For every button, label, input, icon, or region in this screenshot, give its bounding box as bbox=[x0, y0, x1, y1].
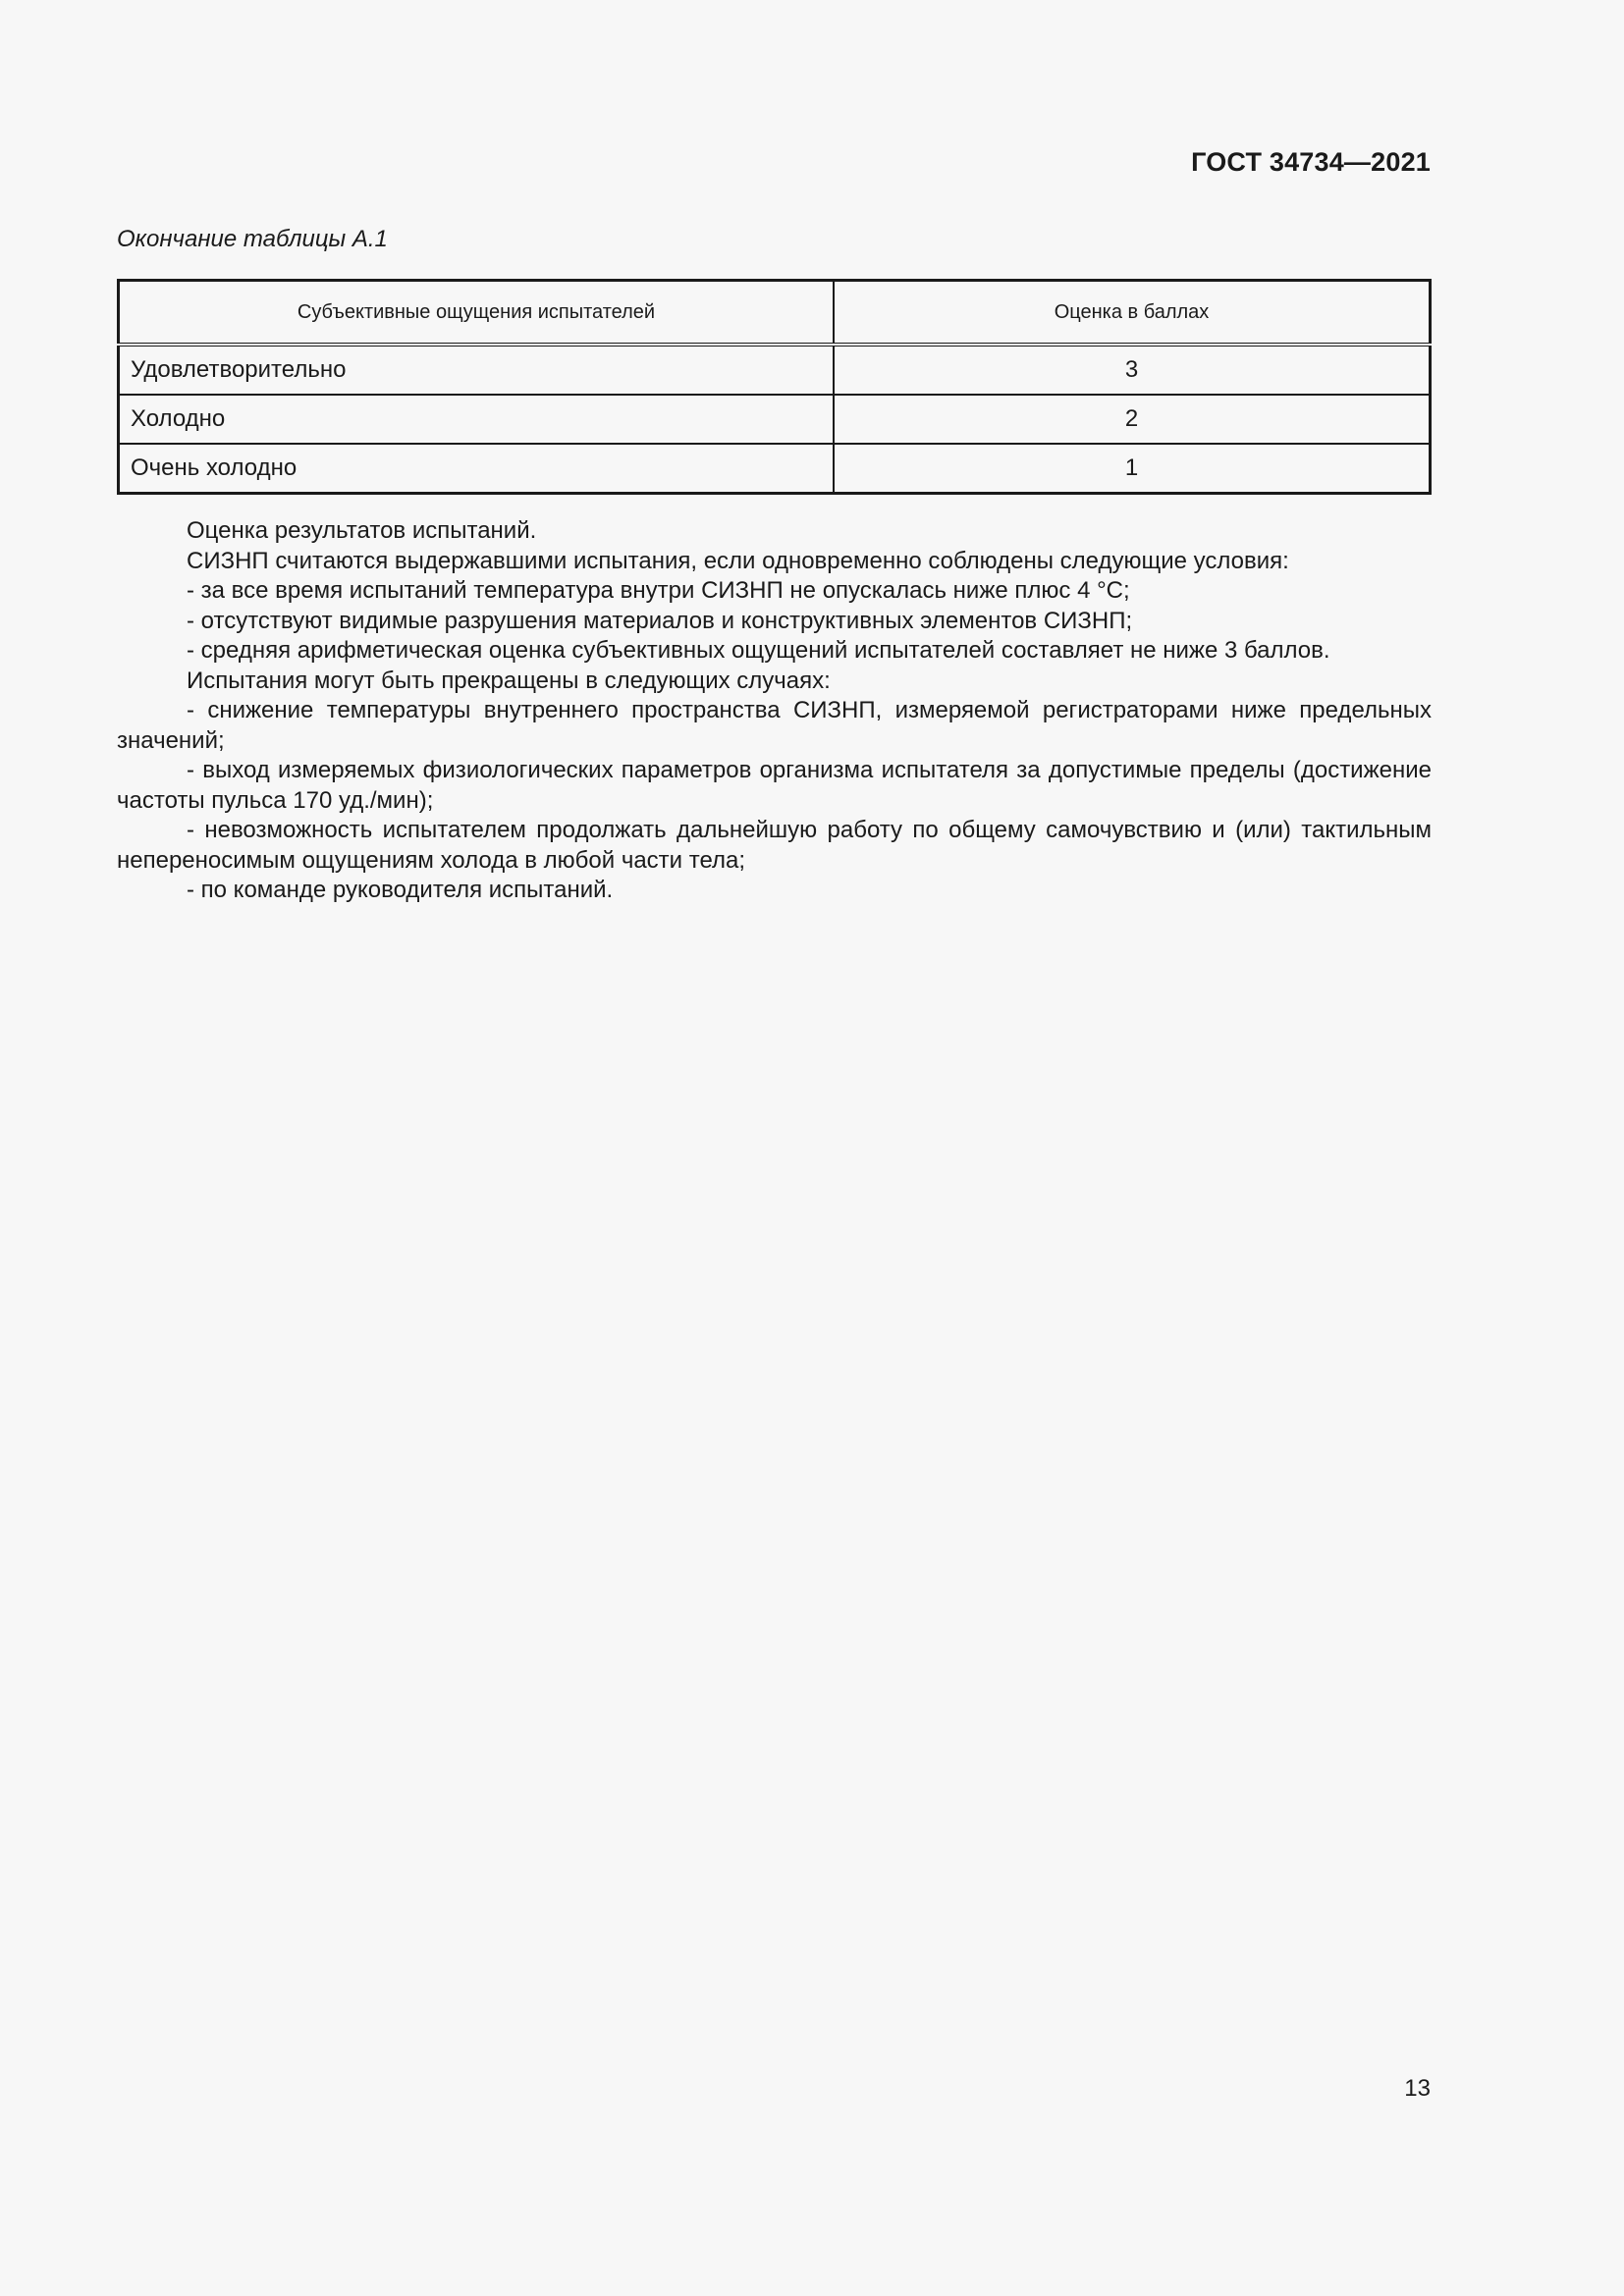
table-row bbox=[119, 395, 1431, 444]
score-cell: 2 bbox=[834, 395, 1431, 444]
column-header-sensation: Субъективные ощущения испытателей bbox=[119, 281, 835, 346]
table-row bbox=[119, 345, 1431, 395]
list-item: - по команде руководителя испытаний. bbox=[187, 877, 614, 903]
document-standard-number: ГОСТ 34734—2021 bbox=[1191, 147, 1431, 177]
score-cell: 1 bbox=[834, 444, 1431, 494]
paragraph: Испытания могут быть прекращены в следующих случаях: bbox=[187, 667, 831, 694]
paragraph: СИЗНП считаются выдержавшими испытания, если одновременно соблюдены следующие условия: bbox=[187, 547, 1289, 574]
sensation-cell: Очень холодно bbox=[119, 444, 835, 494]
list-item: - выход измеряемых физиологических параметров организма испытателя за допустимые пределы (достижение частоты пульса 170 уд./мин); bbox=[117, 757, 1432, 814]
list-item: - отсутствуют видимые разрушения материалов и конструктивных элементов СИЗНП; bbox=[187, 607, 1133, 634]
table-caption: Окончание таблицы А.1 bbox=[117, 226, 388, 252]
list-item: - невозможность испытателем продолжать дальнейшую работу по общему самочувствию и (или) тактильным непереносимым ощущениям холода в любой части тела; bbox=[117, 817, 1432, 874]
page-number: 13 bbox=[1404, 2075, 1431, 2102]
list-item: - за все время испытаний температура внутри СИЗНП не опускалась ниже плюс 4 °С; bbox=[187, 577, 1130, 604]
sensation-cell: Холодно bbox=[119, 395, 835, 444]
sensation-cell: Удовлетворительно bbox=[119, 345, 835, 395]
score-cell: 3 bbox=[834, 345, 1431, 395]
column-header-score: Оценка в баллах bbox=[834, 281, 1431, 346]
list-item: - средняя арифметическая оценка субъективных ощущений испытателей составляет не ниже 3 баллов. bbox=[187, 637, 1330, 664]
paragraph: Оценка результатов испытаний. bbox=[187, 517, 537, 544]
subjective-sensation-score-table bbox=[117, 279, 1432, 495]
table-header-row bbox=[119, 281, 1431, 346]
table-row bbox=[119, 444, 1431, 494]
list-item: - снижение температуры внутреннего пространства СИЗНП, измеряемой регистраторами ниже предельных значений; bbox=[117, 697, 1432, 754]
test-evaluation-text bbox=[117, 516, 1432, 906]
